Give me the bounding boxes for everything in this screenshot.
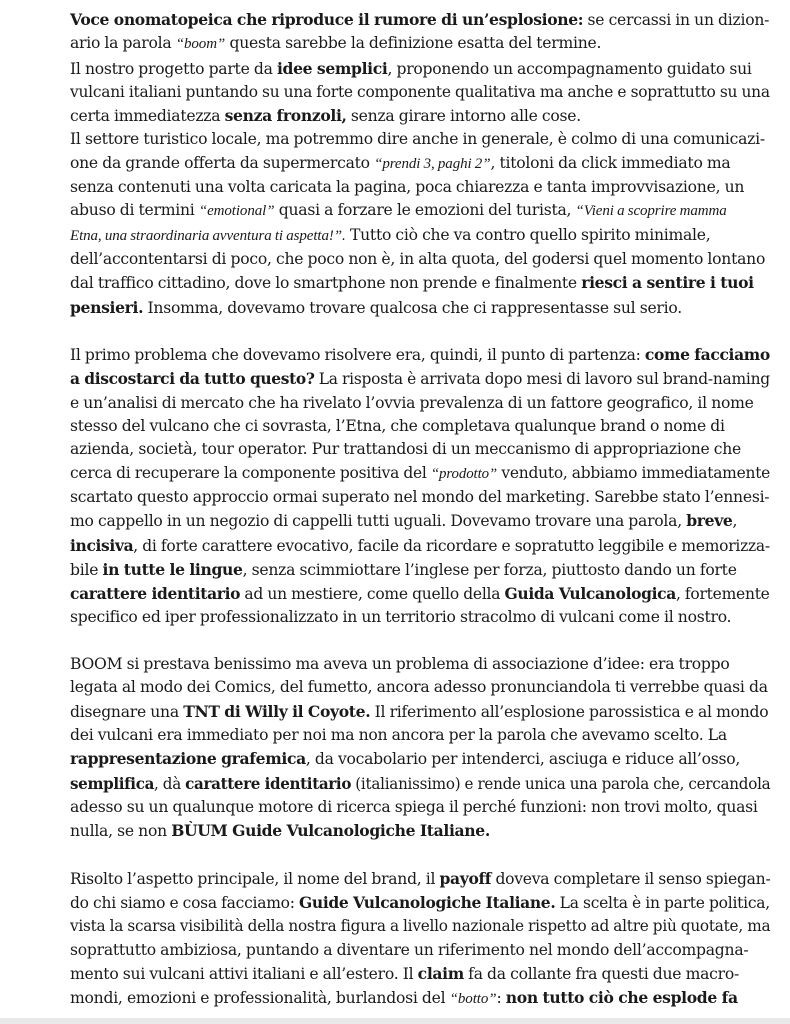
bold-text: pensieri.: [70, 297, 144, 317]
bold-text: Guida Vulcanologica: [504, 584, 676, 604]
text-run: certa immediatezza: [70, 107, 225, 126]
text-run: one da grande offerta da supermercato: [70, 153, 375, 172]
text-run: La risposta è arrivata dopo mesi di lavoro sul brand-naming: [314, 370, 770, 389]
text-run: Il primo problema che dovevamo risolvere era, quindi, il punto di partenza:: [70, 346, 645, 365]
text-run: venduto, abbiamo immediatamente: [497, 463, 771, 482]
italic-text: “Vieni a scoprire mamma: [575, 203, 727, 220]
bold-text: idee semplici: [276, 58, 388, 78]
bold-text: incisiva: [70, 535, 134, 555]
bold-text: non tutto ciò che esplode fa: [505, 988, 738, 1008]
text-line: [70, 271, 764, 295]
text-run: Il nostro progetto parte da: [70, 59, 277, 78]
text-run: La scelta è in parte politica,: [555, 893, 770, 912]
text-run: :: [496, 989, 506, 1008]
text-run: abuso di termini: [70, 201, 199, 220]
text-run: , senza scimmiottare l’inglese per forza, piuttosto dando un forte: [242, 560, 737, 579]
bold-text: Voce onomatopeica che riproduce il rumore di un’esplosione:: [70, 10, 584, 29]
text-line: [70, 606, 764, 629]
text-run: soprattutto ambiziosa, puntando a diventare un riferimento nel mondo dell’accompagna-: [70, 940, 749, 959]
text-line: [70, 248, 764, 271]
text-line: [70, 462, 771, 486]
text-run: , proponendo un accompagnamento guidato sui: [387, 59, 752, 78]
paragraph-gap: [70, 843, 764, 866]
text-line: [70, 986, 764, 1011]
text-run: , fortemente: [675, 585, 770, 604]
text-run: (italianissimo) e rende unica una parola che, cercandola: [351, 774, 771, 793]
text-line: [70, 343, 770, 367]
text-line: [70, 939, 764, 962]
italic-text: “prendi 3, paghi 2”: [374, 155, 491, 172]
text-run: quasi a forzare le emozioni del turista,: [274, 201, 576, 220]
text-run: BOOM si prestava benissimo ma aveva un problema di associazione d’idee: era troppo: [70, 655, 730, 674]
text-line: [70, 796, 764, 819]
text-line: [70, 57, 764, 81]
italic-text: “prodotto”: [430, 465, 498, 482]
text-run: legata al modo dei Comics, del fumetto, ancora adesso pronunciandola ti verrebbe quasi da: [70, 678, 768, 697]
text-line: [70, 582, 770, 606]
text-run: azienda, società, tour operator. Pur trattandosi di un meccanismo di appropriazione che: [70, 440, 742, 459]
page-bottom-edge: [0, 1018, 790, 1024]
text-run: cerca di recuperare la componente positiva del: [70, 463, 431, 482]
bold-text: claim: [417, 963, 464, 983]
text-line: [70, 819, 764, 843]
text-run: scartato questo approccio ormai superato nel mondo del marketing. Sarebbe stato l’ennesi-: [70, 487, 770, 506]
text-run: , da vocabolario per intenderci, asciuga e riduce all’osso,: [305, 750, 741, 769]
bold-text: breve: [686, 511, 733, 531]
text-line: [70, 724, 764, 747]
bold-text: carattere identitario: [185, 773, 352, 793]
text-run: dell’accontentarsi di poco, che poco non è, in alta quota, del godersi quel momento lontano: [70, 249, 766, 268]
bold-text: Guide Vulcanologiche Italiane.: [299, 892, 556, 912]
bold-text: riesci a sentire i tuoi: [581, 273, 754, 293]
bold-text: TNT di Willy il Coyote.: [183, 701, 371, 721]
text-run: adesso su un qualunque motore di ricerca spiega il perché funzioni: non trovi molto, quasi: [70, 797, 758, 816]
text-run: ,: [732, 512, 738, 531]
text-run: mo cappello in un negozio di cappelli tutti uguali. Dovevamo trovare una parola,: [70, 512, 687, 531]
text-line: [70, 152, 764, 176]
text-line: [70, 438, 764, 461]
italic-text: “emotional”: [198, 203, 275, 220]
text-run: dal traffico cittadino, dove lo smartphone non prende e finalmente: [70, 274, 582, 293]
bold-text: carattere identitario: [70, 584, 241, 604]
italic-text: “boom”: [175, 36, 226, 53]
text-run: Insomma, dovevamo trovare qualcosa che ci rappresentasse sul serio.: [143, 298, 682, 317]
text-run: dei vulcani era immediato per noi ma non ancora per la parola che avevamo scelto. La: [70, 725, 727, 744]
text-line: [70, 224, 764, 248]
text-line: [70, 653, 764, 676]
paragraph-gap: [70, 320, 764, 343]
text-run: mento sui vulcani attivi italiani e all’estero. Il: [70, 964, 418, 983]
text-run: Il settore turistico locale, ma potremmo dire anche in generale, è colmo di una comunicazi-: [70, 130, 765, 149]
italic-text: Etna, una straordinaria avventura ti aspetta!”.: [70, 227, 346, 244]
text-line: [70, 486, 770, 509]
text-line: [70, 558, 764, 582]
text-run: mondi, emozioni e professionalità, burlandosi del: [70, 989, 450, 1008]
text-line: [70, 700, 769, 724]
text-line: [70, 415, 764, 438]
text-run: doveva completare il senso spiegan-: [491, 869, 771, 888]
text-line: [70, 32, 764, 56]
bold-text: senza fronzoli,: [224, 106, 347, 126]
text-run: disegnare una: [70, 702, 184, 721]
bold-text: a discostarci da tutto questo?: [70, 369, 315, 389]
text-line: [70, 676, 768, 699]
text-run: , titoloni da click immediato ma: [490, 153, 731, 172]
text-run: , di forte carattere evocativo, facile da ricordare e sopratutto leggibile e memorizza-: [133, 536, 770, 555]
text-run: vista la scarsa visibilità della nostra figura a livello nazionale rispetto ad altre più quotate, ma: [70, 917, 771, 936]
bold-text: semplifica: [70, 773, 155, 793]
text-run: e un’analisi di mercato che ha rivelato l’ovvia prevalenza di un fattore geografico, il nome: [70, 393, 754, 412]
text-run: do chi siamo e cosa facciamo:: [70, 893, 300, 912]
text-run: stesso del vulcano che ci sovrasta, l’Etna, che completava qualunque brand o nome di: [70, 417, 725, 436]
bold-text: payoff: [439, 868, 492, 888]
text-run: se cercassi in un dizion-: [583, 11, 770, 29]
bold-text: in tutte le lingue: [102, 559, 243, 579]
text-line: [70, 772, 771, 796]
text-run: nulla, se non: [70, 822, 172, 841]
text-line: [70, 747, 764, 771]
text-line: [70, 176, 764, 199]
text-line: [70, 128, 764, 151]
text-line: [70, 81, 770, 104]
text-run: Il riferimento all’esplosione parossistica e al mondo: [370, 702, 769, 721]
text-line: [70, 509, 764, 533]
bold-text: rappresentazione grafemica: [70, 749, 306, 769]
paragraph-4: [70, 867, 771, 1024]
text-run: fa da collante fra questi due macro-: [463, 964, 740, 983]
text-line: [70, 367, 770, 391]
italic-text: “botto”: [449, 991, 497, 1008]
text-line: [70, 104, 764, 128]
text-line: [70, 8, 770, 32]
text-run: , dà: [154, 774, 186, 793]
text-run: senza girare intorno alle cose.: [346, 107, 581, 126]
text-line: [70, 392, 764, 415]
paragraph-3: [70, 653, 771, 843]
text-line: [70, 915, 771, 938]
paragraph-2: [70, 343, 771, 630]
text-run: bile: [70, 560, 103, 579]
text-line: [70, 962, 764, 986]
text-run: senza contenuti una volta caricata la pagina, poca chiarezza e tanta improvvisazione, un: [70, 178, 745, 197]
bold-text: BÙUM Guide Vulcanologiche Italiane.: [171, 821, 490, 841]
document-body: [70, 8, 771, 1024]
text-run: specifico ed iper professionalizzato in un territorio stracolmo di vulcani come il nostro.: [70, 608, 732, 627]
paragraph-gap: [70, 630, 764, 653]
text-line: [70, 296, 764, 320]
text-run: ario la parola: [70, 34, 176, 53]
text-run: Tutto ciò che va contro quello spirito minimale,: [345, 225, 711, 244]
paragraph-1: [70, 8, 770, 320]
text-line: [70, 534, 770, 558]
bold-text: come facciamo: [644, 345, 770, 365]
text-line: [70, 891, 770, 915]
text-run: Risolto l’aspetto principale, il nome del brand, il: [70, 869, 440, 888]
text-run: ad un mestiere, come quello della: [240, 585, 505, 604]
text-run: questa sarebbe la definizione esatta del termine.: [225, 34, 602, 53]
text-line: [70, 199, 764, 223]
text-run: vulcani italiani puntando su una forte componente qualitativa ma anche e soprattutto su una: [70, 82, 770, 101]
text-line: [70, 867, 771, 891]
